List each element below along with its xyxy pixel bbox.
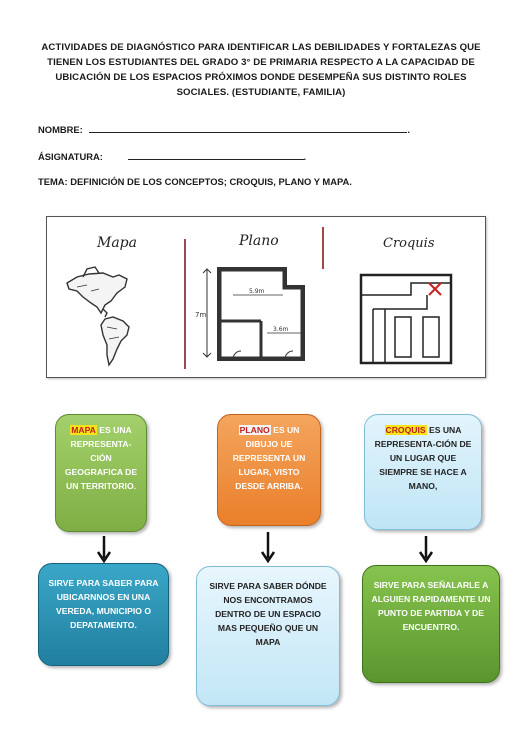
- illustration-drawing: [47, 217, 485, 377]
- concept-illustration: [46, 216, 486, 378]
- floor-plan-sketch: [195, 269, 303, 359]
- subject-field: ÁSIGNATURA: .: [38, 151, 307, 162]
- down-arrow-icon: [260, 530, 276, 564]
- subject-blank-line: [128, 150, 304, 160]
- down-arrow-icon: [96, 534, 112, 564]
- mapa-use-box: SIRVE PARA SABER PARA UBICARNNOS EN UNA VEREDA, MUNICIPIO O DEPATAMENTO.: [38, 563, 169, 666]
- name-blank-line: [89, 123, 407, 133]
- plan-top-dimension: 5.9m: [249, 288, 265, 295]
- croquis-definition-box: [364, 414, 482, 530]
- mapa-definition-box: [55, 414, 147, 532]
- croquis-drawing-label: Croquis: [383, 236, 435, 251]
- destination-x-mark: [429, 283, 441, 295]
- plano-drawing-label: Plano: [239, 233, 279, 249]
- americas-map-sketch: [67, 267, 129, 365]
- croquis-definition-text: ES UNA REPRESENTA-CIÓN DE UN LUGAR QUE SIEMPRE SE HACE A MANO,: [374, 425, 472, 491]
- croquis-use-box: SIRVE PARA SEÑALARLE A ALGUIEN RAPIDAMENTE UN PUNTO DE PARTIDA Y DE ENCUENTRO.: [362, 565, 500, 683]
- down-arrow-icon: [418, 534, 434, 564]
- plano-use-box: SIRVE PARA SABER DÓNDE NOS ENCONTRAMOS DENTRO DE UN ESPACIO MAS PEQUEÑO QUE UN MAPA: [196, 566, 340, 706]
- name-field: NOMBRE: .: [38, 124, 411, 135]
- plano-definition-box: [217, 414, 321, 526]
- plan-inner-dimension: 3.6m: [273, 326, 289, 333]
- mapa-definition-text: ES UNA REPRESENTA-CIÓN GEOGRAFICA DE UN TERRITORIO.: [64, 425, 138, 491]
- plan-side-dimension: 7m: [195, 311, 207, 319]
- mapa-keyword: MAPA: [71, 425, 96, 435]
- document-title: ACTIVIDADES DE DIAGNÓSTICO PARA IDENTIFICAR LAS DEBILIDADES Y FORTALEZAS QUE TIENEN LOS ESTUDIANTES DEL GRADO 3° DE PRIMARIA RESPECTO A LA CAPACIDAD DE UBICACIÓN DE LOS ESPACIOS PRÓXIMOS DONDE DESEMPEÑA SUS DISTINTO ROLES SOCIALES. (ESTUDIANTE, FAMILIA): [41, 42, 481, 98]
- plano-definition-text: ES UN DIBUJO UE REPRESENTA UN LUGAR, VISTO DESDE ARRIBA.: [232, 425, 306, 491]
- name-label: NOMBRE:: [38, 124, 83, 135]
- plano-keyword: PLANO: [239, 425, 270, 435]
- croquis-keyword: CROQUIS: [385, 425, 426, 435]
- topic-line: TEMA: DEFINICIÓN DE LOS CONCEPTOS; CROQUIS, PLANO Y MAPA.: [38, 176, 352, 187]
- croquis-sketch: [361, 275, 451, 363]
- mapa-drawing-label: Mapa: [97, 235, 137, 251]
- subject-label: ÁSIGNATURA:: [38, 151, 103, 162]
